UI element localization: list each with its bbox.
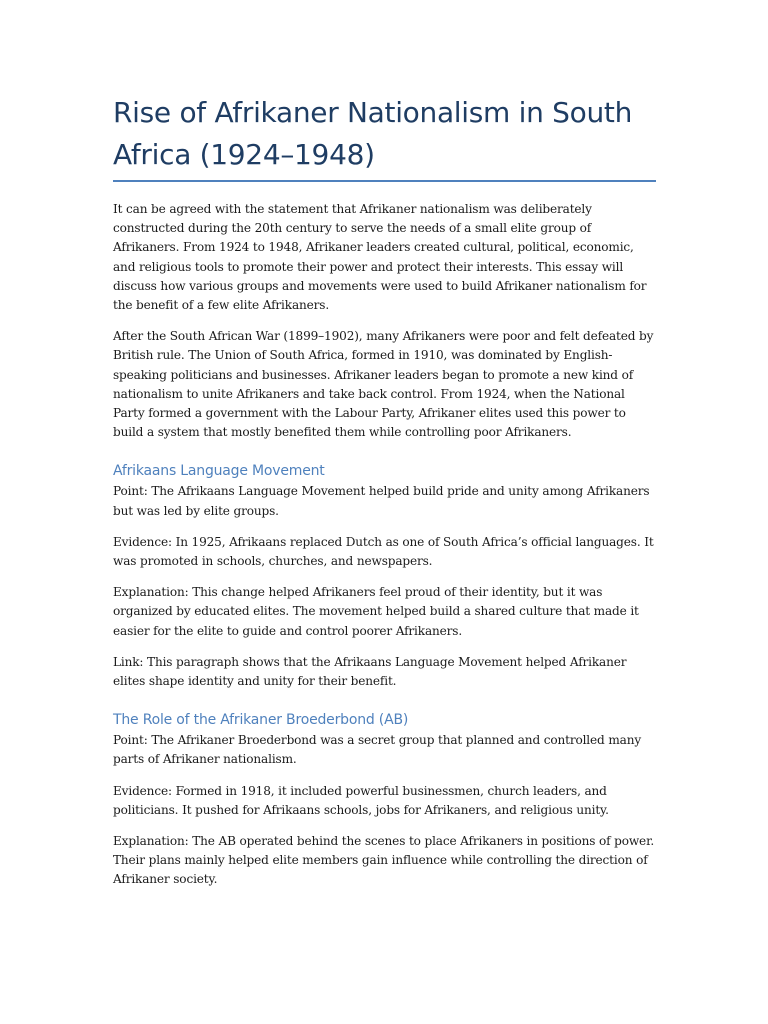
section-paragraph-point: Point: The Afrikaner Broederbond was a secret group that planned and controlled many parts of Afrikaner nationalism. <box>113 733 642 767</box>
section-heading-afrikaans-language: Afrikaans Language Movement <box>113 463 325 480</box>
section-paragraph-explanation: Explanation: The AB operated behind the scenes to place Afrikaners in positions of power. Their plans mainly helped elite members gain influence while controlling the direction of Afrikaner society. <box>113 834 655 887</box>
document-title: Rise of Afrikaner Nationalism in South Africa (1924–1948) <box>113 96 633 171</box>
context-paragraph: After the South African War (1899–1902), many Afrikaners were poor and felt defeated by British rule. The Union of South Africa, formed in 1910, was dominated by English-speaking politicians and businesses. Afrikaner leaders began to promote a new kind of nationalism to unite Afrikaners and take back control. From 1924, when the National Party formed a government with the Labour Party, Afrikaner elites used this power to build a system that mostly benefited them while controlling poor Afrikaners. <box>113 329 654 440</box>
section-heading-broederbond: The Role of the Afrikaner Broederbond (AB) <box>113 712 409 729</box>
intro-paragraph: It can be agreed with the statement that Afrikaner nationalism was deliberately constructed during the 20th century to serve the needs of a small elite group of Afrikaners. From 1924 to 1948, Afrikaner leaders created cultural, political, economic, and religious tools to promote their power and protect their interests. This essay will discuss how various groups and movements were used to build Afrikaner nationalism for the benefit of a few elite Afrikaners. <box>113 202 647 313</box>
document-page <box>113 92 656 902</box>
section-paragraph-evidence: Evidence: In 1925, Afrikaans replaced Dutch as one of South Africa’s official languages. It was promoted in schools, churches, and newspapers. <box>113 534 654 569</box>
section-paragraph-link: Link: This paragraph shows that the Afrikaans Language Movement helped Afrikaner elites shape identity and unity for their benefit. <box>113 654 627 689</box>
section-paragraph-point: Point: The Afrikaans Language Movement helped build pride and unity among Afrikaners but was led by elite groups. <box>113 484 650 518</box>
title-underline-rule <box>113 180 656 182</box>
section-paragraph-explanation: Explanation: This change helped Afrikaners feel proud of their identity, but it was organized by educated elites. The movement helped build a shared culture that made it easier for the elite to guide and control poorer Afrikaners. <box>113 585 639 638</box>
section-paragraph-evidence: Evidence: Formed in 1918, it included powerful businessmen, church leaders, and politicians. It pushed for Afrikaans schools, jobs for Afrikaners, and religious unity. <box>113 783 609 817</box>
